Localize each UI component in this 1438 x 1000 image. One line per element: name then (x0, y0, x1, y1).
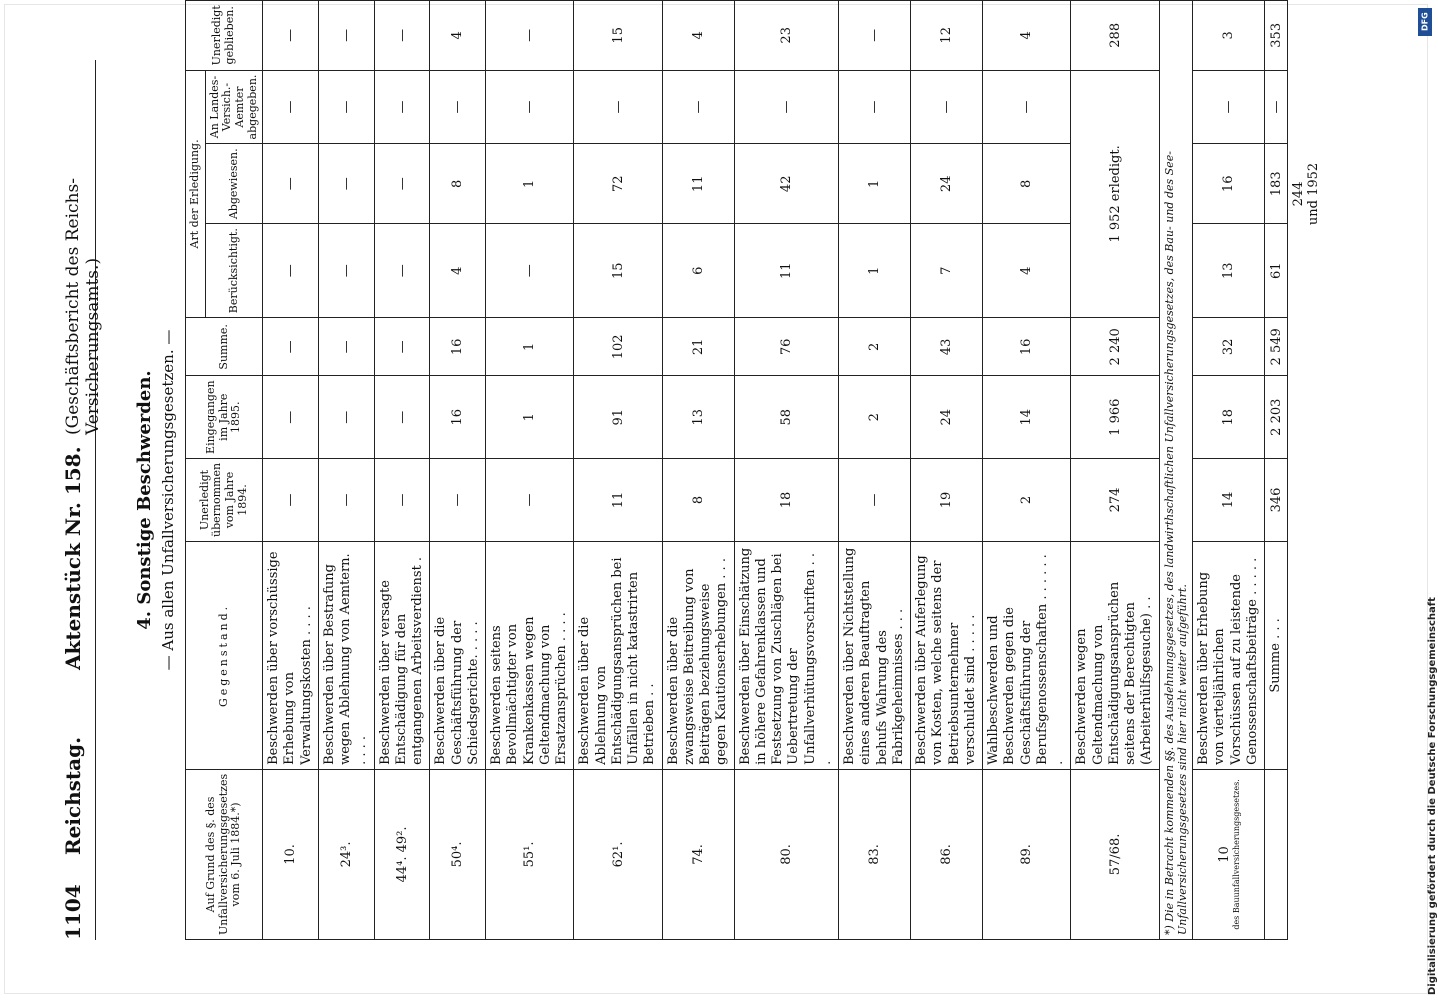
row-grund-sub: des Bauunfallversicherungsgesetzes. (1231, 779, 1241, 930)
table-row (911, 1, 983, 940)
row-gegenstand: Beschwerden über Einschätzung in höhere Gefahrenklassen und Festsetzung von Zuschlägen bei Uebertretung der Unfallverhütungsvorschriften . . . (734, 542, 839, 770)
row-gegenstand: Beschwerden über Auferlegung von Kosten, welche seitens der Betriebsunternehmer verschuldet sind . . . . . (911, 542, 983, 770)
cell-uebernommen: 11 (574, 458, 662, 541)
row-gegenstand: Beschwerden über Bestrafung wegen Ablehnung von Aemtern. . . . . (318, 542, 374, 770)
header-art-erledigung: Art der Erledigung. (186, 70, 206, 318)
cell-eingegangen: — (263, 376, 319, 459)
cell-summe: 16 (983, 318, 1071, 376)
cell-beruecksichtigt: 15 (574, 224, 662, 318)
cell-landes: — (983, 70, 1071, 144)
cell-abgewiesen: 1 (839, 144, 911, 224)
document-number: Aktenstück Nr. 158. (61, 446, 85, 670)
sum-landes: — (1265, 70, 1288, 144)
cell-eingegangen: — (318, 376, 374, 459)
header-grund: Auf Grund des §. des Unfallversicherungsgesetzes vom 6. Juli 1884.*) (186, 769, 263, 939)
cell-summe: — (263, 318, 319, 376)
cell-landes: — (486, 70, 574, 144)
cell-unerledigt: 4 (662, 1, 734, 71)
complaints-table (185, 0, 1324, 940)
cell-unerledigt: 3 (1193, 1, 1265, 71)
cell-unerledigt: 4 (983, 1, 1071, 71)
cell-unerledigt: 4 (430, 1, 486, 71)
sum-label: Summe . . . (1265, 542, 1288, 770)
row-grund: 57/68. (1071, 769, 1159, 939)
cell-summe: — (318, 318, 374, 376)
cell-eingegangen: — (374, 376, 430, 459)
cell-abgewiesen: — (263, 144, 319, 224)
table-row (430, 1, 486, 940)
cell-abgewiesen: — (374, 144, 430, 224)
header-unerledigt: Unerledigt geblieben. (186, 1, 263, 71)
row-gegenstand: Beschwerden über die zwangsweise Beitreibung von Beiträgen beziehungsweise gegen Kautionserhebungen . . . (662, 542, 734, 770)
row-gegenstand: Beschwerden über vorschüssige Erhebung von Verwaltungskosten . . . . (263, 542, 319, 770)
row-grund: 89. (983, 769, 1071, 939)
table-row (662, 1, 734, 940)
row-gegenstand: Wahlbeschwerden und Beschwerden gegen die Geschäftsführung der Berufsgenossenschaften . . . . . . . (983, 542, 1071, 770)
cell-beruecksichtigt: — (486, 224, 574, 318)
page-header (55, 60, 103, 940)
cell-landes: — (263, 70, 319, 144)
row-gegenstand: Beschwerden über die Geschäftsführung der Schiedsgerichte. . . . . (430, 542, 486, 770)
cell-abgewiesen: 11 (662, 144, 734, 224)
cell-landes: — (839, 70, 911, 144)
table-row (839, 1, 911, 940)
row-grund: 24³. (318, 769, 374, 939)
sum-unerledigt: 353 (1265, 1, 1288, 71)
bracket-spacer (1288, 318, 1325, 940)
footnote: *) Die in Betracht kommenden §§. des Ausdehnungsgesetzes, des landwirthschaftlichen Unfallversicherungsgesetzes, des Bau- und des See-Unfallversicherungsgesetzes sind hier nicht weiter aufgeführt. (1159, 1, 1192, 940)
cell-beruecksichtigt: — (318, 224, 374, 318)
header-abgewiesen: Abgewiesen. (205, 144, 263, 224)
sum-beruecksichtigt: 61 (1265, 224, 1288, 318)
header-uebernommen: Unerledigt übernommen vom Jahre 1894. (186, 458, 263, 541)
row-gegenstand: Beschwerden über versagte Entschädigung für den entgangenen Arbeitsverdienst . (374, 542, 430, 770)
cell-abgewiesen: 24 (911, 144, 983, 224)
row-grund: 62¹. (574, 769, 662, 939)
cell-summe: 16 (430, 318, 486, 376)
cell-uebernommen: 8 (662, 458, 734, 541)
cell-unerledigt: — (318, 1, 374, 71)
cell-landes: — (374, 70, 430, 144)
cell-beruecksichtigt: 4 (983, 224, 1071, 318)
cell-landes: — (911, 70, 983, 144)
cell-unerledigt: — (263, 1, 319, 71)
section-title: 4. Sonstige Beschwerden. (134, 370, 155, 630)
bracket-spacer-right (1288, 1, 1325, 71)
cell-beruecksichtigt: 7 (911, 224, 983, 318)
row-gegenstand: Beschwerden über die Ablehnung von Entschädigungsansprüchen bei Unfällen in nicht katastrirten Betrieben . . (574, 542, 662, 770)
cell-landes: — (1193, 70, 1265, 144)
cell-eingegangen: 1 966 (1071, 376, 1159, 459)
dfg-logo: DFG (1418, 8, 1432, 36)
cell-uebernommen: — (318, 458, 374, 541)
cell-abgewiesen: 8 (983, 144, 1071, 224)
sum-abgewiesen: 183 (1265, 144, 1288, 224)
document-page (55, 5, 1322, 940)
cell-abgewiesen: 72 (574, 144, 662, 224)
header-gegenstand: Gegenstand. (186, 542, 263, 770)
table-row (734, 1, 839, 940)
header-landes: An Landes-Versich.-Aemter abgegeben. (205, 70, 263, 144)
cell-abgewiesen: 16 (1193, 144, 1265, 224)
cell-uebernommen: 274 (1071, 458, 1159, 541)
sum-eingegangen: 2 203 (1265, 376, 1288, 459)
header-eingegangen: Eingegangen im Jahre 1895. (186, 376, 263, 459)
cell-eingegangen: 58 (734, 376, 839, 459)
cell-eingegangen: 13 (662, 376, 734, 459)
cell-unerledigt: 12 (911, 1, 983, 71)
cell-landes: — (662, 70, 734, 144)
cell-abgewiesen: — (318, 144, 374, 224)
cell-beruecksichtigt: 11 (734, 224, 839, 318)
cell-summe: 2 240 (1071, 318, 1159, 376)
row-grund: 80. (734, 769, 839, 939)
cell-eingegangen: 14 (983, 376, 1071, 459)
page-number: 1104 (61, 884, 85, 940)
cell-landes: — (734, 70, 839, 144)
cell-summe: — (374, 318, 430, 376)
row-grund (1193, 769, 1265, 939)
header-summe: Summe. (186, 318, 263, 376)
row-grund: 74. (662, 769, 734, 939)
cell-abgewiesen: 42 (734, 144, 839, 224)
bracket-row (1288, 1, 1325, 940)
row-gegenstand: Beschwerden über Erhebung von vierteljährlichen Vorschüssen auf zu leistende Genossenschaftsbeiträge . . . . . (1193, 542, 1265, 770)
cell-summe: 2 (839, 318, 911, 376)
table-row (374, 1, 430, 940)
row-grund: 10. (263, 769, 319, 939)
cell-unerledigt: — (486, 1, 574, 71)
cell-beruecksichtigt: 6 (662, 224, 734, 318)
cell-uebernommen: — (263, 458, 319, 541)
cell-summe: 102 (574, 318, 662, 376)
cell-unerledigt: 288 (1071, 1, 1159, 71)
row-grund: 86. (911, 769, 983, 939)
cell-summe: 43 (911, 318, 983, 376)
cell-eingegangen: 18 (1193, 376, 1265, 459)
cell-uebernommen: — (839, 458, 911, 541)
cell-uebernommen: — (486, 458, 574, 541)
cell-eingegangen: 24 (911, 376, 983, 459)
cell-unerledigt: — (374, 1, 430, 71)
cell-unerledigt: 15 (574, 1, 662, 71)
table-row-bau (1193, 1, 1265, 940)
digitization-watermark: Digitalisierung gefördert durch die Deutsche Forschungsgemeinschaft (1427, 597, 1438, 995)
cell-landes: — (430, 70, 486, 144)
sum-grund-empty (1265, 769, 1288, 939)
cell-abgewiesen: 1 (486, 144, 574, 224)
table-row (263, 1, 319, 940)
cell-landes: — (318, 70, 374, 144)
table-row (486, 1, 574, 940)
cell-uebernommen: 14 (1193, 458, 1265, 541)
table-row (983, 1, 1071, 940)
cell-eingegangen: 1 (486, 376, 574, 459)
cell-uebernommen: 18 (734, 458, 839, 541)
bracket-total-value: 244 (1291, 181, 1307, 207)
row-gegenstand: Beschwerden wegen Geltendmachung von Entschädigungsansprüchen seitens der Berechtigten (Arbeiterhülfsgesuche) . . (1071, 542, 1159, 770)
bracket-total (1288, 70, 1325, 318)
cell-uebernommen: 2 (983, 458, 1071, 541)
cell-eingegangen: 16 (430, 376, 486, 459)
table-row (318, 1, 374, 940)
cell-erledigt-combined: 1 952 erledigt. (1071, 70, 1159, 318)
cell-uebernommen: — (430, 458, 486, 541)
bracket-and-value: und 1952 (1306, 162, 1322, 226)
table-row (1071, 1, 1159, 940)
cell-abgewiesen: 8 (430, 144, 486, 224)
section-subtitle: — Aus allen Unfallversicherungsgesetzen. — (159, 329, 177, 671)
row-grund: 50⁴. (430, 769, 486, 939)
cell-beruecksichtigt: 1 (839, 224, 911, 318)
row-grund: 55¹. (486, 769, 574, 939)
sum-row (1265, 1, 1288, 940)
running-title: Reichstag. (61, 736, 85, 855)
row-gegenstand: Beschwerden über Nichtstellung eines anderen Beauftragten behufs Wahrung des Fabrikgeheimnisses . . . (839, 542, 911, 770)
cell-beruecksichtigt: 13 (1193, 224, 1265, 318)
cell-beruecksichtigt: 4 (430, 224, 486, 318)
footnote-row (1159, 1, 1192, 940)
cell-uebernommen: 19 (911, 458, 983, 541)
header-beruecksichtigt: Berücksichtigt. (205, 224, 263, 318)
cell-unerledigt: 23 (734, 1, 839, 71)
row-grund-number: 10 (1216, 846, 1232, 863)
sum-uebernommen: 346 (1265, 458, 1288, 541)
cell-unerledigt: — (839, 1, 911, 71)
cell-summe: 21 (662, 318, 734, 376)
table-row (574, 1, 662, 940)
row-gegenstand: Beschwerden seitens Bevollmächtigter von Krankenkassen wegen Geltendmachung von Ersatzansprüchen . . . . (486, 542, 574, 770)
cell-uebernommen: — (374, 458, 430, 541)
cell-beruecksichtigt: — (374, 224, 430, 318)
cell-beruecksichtigt: — (263, 224, 319, 318)
cell-eingegangen: 2 (839, 376, 911, 459)
row-grund: 44⁴. 49². (374, 769, 430, 939)
sum-summe: 2 549 (1265, 318, 1288, 376)
cell-summe: 32 (1193, 318, 1265, 376)
cell-eingegangen: 91 (574, 376, 662, 459)
cell-summe: 1 (486, 318, 574, 376)
row-grund: 83. (839, 769, 911, 939)
cell-summe: 76 (734, 318, 839, 376)
document-subtitle: (Geschäftsbericht des Reichs-Versicherungsamts.) (63, 178, 103, 435)
cell-landes: — (574, 70, 662, 144)
